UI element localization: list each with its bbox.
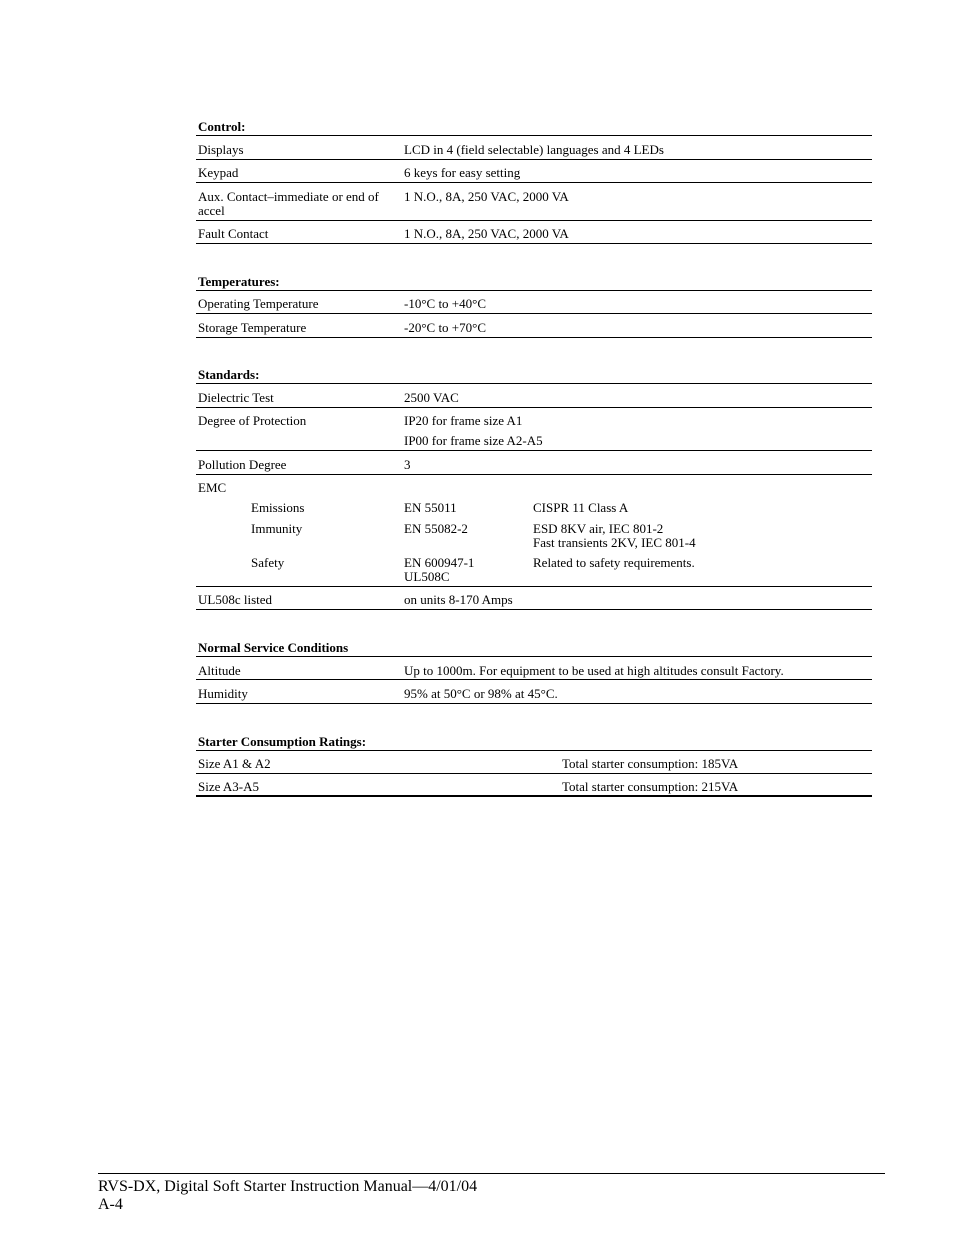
row-value-protection-1: IP20 for frame size A1: [404, 413, 523, 428]
divider: [196, 450, 872, 451]
emc-emissions-detail: CISPR 11 Class A: [533, 500, 629, 515]
section-title-control: Control:: [198, 119, 246, 134]
row-label-altitude: Altitude: [198, 663, 241, 678]
divider: [196, 474, 872, 475]
divider: [196, 656, 872, 657]
row-value-aux-contact: 1 N.O., 8A, 250 VAC, 2000 VA: [404, 189, 569, 204]
divider: [196, 703, 872, 704]
divider: [196, 135, 872, 136]
row-value-displays: LCD in 4 (field selectable) languages and 4 LEDs: [404, 142, 664, 157]
row-label-size-a3-a5: Size A3-A5: [198, 779, 260, 794]
divider: [196, 337, 872, 338]
emc-immunity-label: Immunity: [251, 521, 303, 536]
row-value-operating-temp: -10°C to +40°C: [404, 296, 487, 311]
section-title-consumption: Starter Consumption Ratings:: [198, 734, 367, 749]
divider: [196, 383, 872, 384]
row-value-size-a3-a5: Total starter consumption: 215VA: [562, 779, 739, 794]
row-label-storage-temp: Storage Temperature: [198, 320, 307, 335]
row-label-pollution: Pollution Degree: [198, 457, 287, 472]
row-value-altitude: Up to 1000m. For equipment to be used at high altitudes consult Factory.: [404, 663, 784, 678]
divider: [196, 159, 872, 160]
row-value-size-a1-a2: Total starter consumption: 185VA: [562, 756, 739, 771]
emc-emissions-standard: EN 55011: [404, 500, 457, 515]
section-title-standards: Standards:: [198, 367, 260, 382]
emc-safety-standard-2: UL508C: [404, 569, 450, 584]
divider: [196, 773, 872, 774]
divider: [196, 220, 872, 221]
row-value-dielectric: 2500 VAC: [404, 390, 459, 405]
divider: [196, 609, 872, 610]
row-value-storage-temp: -20°C to +70°C: [404, 320, 487, 335]
divider: [196, 407, 872, 408]
divider: [196, 586, 872, 587]
emc-safety-standard-1: EN 600947-1: [404, 555, 475, 570]
divider: [196, 679, 872, 680]
footer-manual-title: RVS-DX, Digital Soft Starter Instruction Manual—4/01/04: [98, 1178, 478, 1195]
row-label-emc: EMC: [198, 480, 227, 495]
row-label-humidity: Humidity: [198, 686, 248, 701]
section-title-temperatures: Temperatures:: [198, 274, 280, 289]
row-value-pollution: 3: [404, 457, 411, 472]
divider: [196, 182, 872, 183]
row-label-aux-contact-line2: accel: [198, 203, 225, 218]
row-label-protection: Degree of Protection: [198, 413, 307, 428]
row-label-fault-contact: Fault Contact: [198, 226, 269, 241]
emc-safety-label: Safety: [251, 555, 285, 570]
row-value-keypad: 6 keys for easy setting: [404, 165, 521, 180]
divider: [196, 750, 872, 751]
row-value-humidity: 95% at 50°C or 98% at 45°C.: [404, 686, 558, 701]
table-end-rule: [196, 795, 872, 797]
row-label-operating-temp: Operating Temperature: [198, 296, 319, 311]
emc-emissions-label: Emissions: [251, 500, 305, 515]
emc-immunity-standard: EN 55082-2: [404, 521, 468, 536]
row-label-ul508c: UL508c listed: [198, 592, 273, 607]
section-title-service: Normal Service Conditions: [198, 640, 349, 655]
footer-rule: [98, 1173, 885, 1174]
emc-immunity-detail-2: Fast transients 2KV, IEC 801-4: [533, 535, 696, 550]
row-label-aux-contact: Aux. Contact–immediate or end of: [198, 189, 379, 204]
divider: [196, 313, 872, 314]
row-value-protection-2: IP00 for frame size A2-A5: [404, 433, 543, 448]
divider: [196, 243, 872, 244]
row-label-size-a1-a2: Size A1 & A2: [198, 756, 271, 771]
row-label-displays: Displays: [198, 142, 244, 157]
divider: [196, 290, 872, 291]
row-value-fault-contact: 1 N.O., 8A, 250 VAC, 2000 VA: [404, 226, 569, 241]
emc-safety-detail: Related to safety requirements.: [533, 555, 695, 570]
footer-page-number: A-4: [98, 1196, 123, 1213]
row-value-ul508c: on units 8-170 Amps: [404, 592, 513, 607]
emc-immunity-detail-1: ESD 8KV air, IEC 801-2: [533, 521, 664, 536]
row-label-dielectric: Dielectric Test: [198, 390, 274, 405]
row-label-keypad: Keypad: [198, 165, 239, 180]
